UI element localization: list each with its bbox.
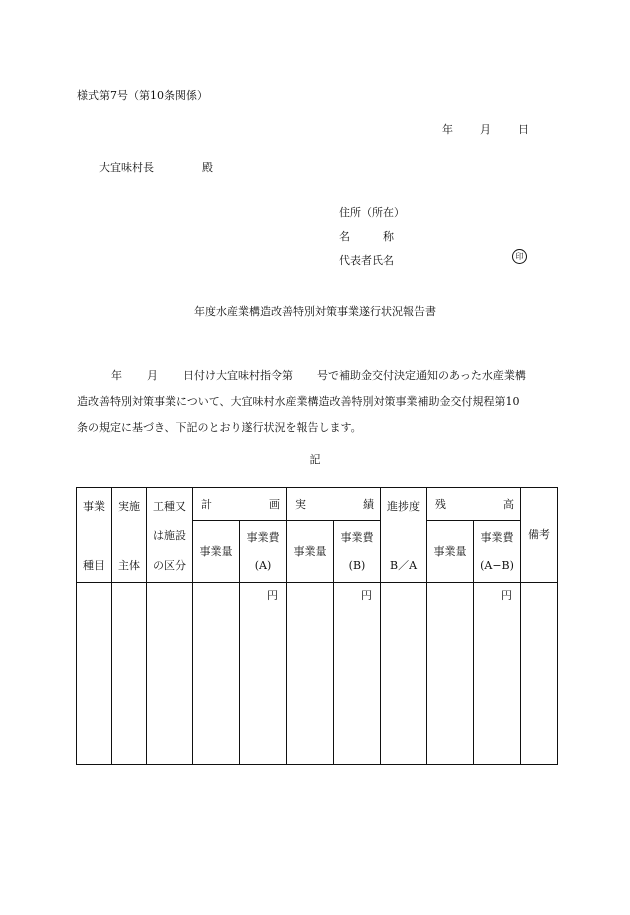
- header-keikaku: [193, 488, 287, 521]
- cell-koshu[interactable]: [147, 583, 193, 765]
- addressee-name: 大宜味村長: [99, 161, 154, 174]
- name-label: [339, 224, 405, 248]
- jisseki-jigyohi-label: 事業費: [340, 530, 374, 544]
- header-jigyo-shumoku: [77, 488, 112, 583]
- header-shinchoku-top: 進捗度: [387, 500, 420, 513]
- date-year: 年: [442, 123, 453, 136]
- header-koshu-3: の区分: [153, 558, 186, 572]
- keikaku-jigyohi-label: 事業費: [246, 530, 280, 544]
- cell-keikaku-ryo[interactable]: [193, 583, 240, 765]
- date-line: [442, 124, 529, 135]
- name-label-first: 名: [339, 229, 350, 243]
- cell-biko[interactable]: [521, 583, 558, 765]
- header-keikaku-1: 計: [201, 498, 212, 511]
- header-jisshi-top: 実施: [118, 500, 140, 513]
- header-shinchoku-bottom: B／A: [389, 558, 418, 572]
- header-jigyo-top: 事業: [83, 500, 105, 513]
- body-paragraph: [77, 363, 557, 441]
- body-year: 年: [111, 369, 122, 382]
- cell-jisseki-hi[interactable]: [334, 583, 381, 765]
- header-jisseki-1: 実: [295, 498, 306, 511]
- cell-jisshi[interactable]: [112, 583, 147, 765]
- report-table: [76, 487, 558, 765]
- header-koshu: [147, 488, 193, 583]
- header-jisseki: [287, 488, 381, 521]
- yen-unit: 円: [267, 589, 278, 602]
- cell-shinchoku[interactable]: [381, 583, 427, 765]
- document-title: 年度水産業構造改善特別対策事業遂行状況報告書: [194, 305, 436, 318]
- body-line-2: 造改善特別対策事業について、大宜味村水産業構造改善特別対策事業補助金交付規程第10: [77, 395, 520, 408]
- body-notice: 号で補助金交付決定通知のあった水産業構: [317, 369, 526, 382]
- addressee-honorific: 殿: [202, 161, 213, 174]
- body-date-ref: 日付け大宜味村指令第: [183, 369, 293, 382]
- representative-label: 代表者氏名: [339, 253, 394, 267]
- yen-unit: 円: [501, 589, 512, 602]
- keikaku-jigyohi: [240, 521, 287, 583]
- ki-heading: 記: [309, 453, 321, 466]
- jisseki-jigyohi: [334, 521, 381, 583]
- body-line-1: [77, 363, 557, 389]
- table-row: [77, 583, 558, 765]
- body-line-3: 条の規定に基づき、下記のとおり遂行状況を報告します。: [77, 421, 362, 434]
- yen-unit: 円: [361, 589, 372, 602]
- form-number: 様式第7号（第10条関係）: [77, 89, 208, 102]
- zandaka-jigyoryo: 事業量: [427, 521, 474, 583]
- cell-jisseki-ryo[interactable]: [287, 583, 334, 765]
- cell-zandaka-ryo[interactable]: [427, 583, 474, 765]
- zandaka-jigyohi-label: 事業費: [480, 530, 514, 544]
- header-zandaka-2: 高: [503, 498, 514, 511]
- header-biko: 備考: [521, 488, 558, 583]
- zandaka-jigyohi-ab: (A−B): [480, 559, 514, 573]
- header-jigyo-bottom: 種目: [83, 558, 105, 572]
- applicant-block: [339, 200, 405, 272]
- cell-zandaka-hi[interactable]: [474, 583, 521, 765]
- cell-keikaku-hi[interactable]: [240, 583, 287, 765]
- name-label-second: 称: [383, 229, 394, 243]
- header-keikaku-2: 画: [269, 498, 280, 511]
- keikaku-jigyoryo: 事業量: [193, 521, 240, 583]
- header-koshu-2: は施設: [153, 529, 186, 543]
- header-koshu-1: 工種又: [153, 500, 186, 513]
- jisseki-jigyohi-b: (B): [348, 559, 366, 573]
- date-day: 日: [518, 123, 529, 136]
- date-month: 月: [480, 123, 491, 136]
- keikaku-jigyohi-a: (A): [254, 559, 272, 573]
- body-month: 月: [147, 369, 158, 382]
- header-jisshi-bottom: 主体: [118, 558, 140, 572]
- address-label: 住所（所在）: [339, 205, 405, 219]
- header-zandaka: [427, 488, 521, 521]
- header-zandaka-1: 残: [435, 498, 446, 511]
- header-shinchoku: [381, 488, 427, 583]
- addressee: [99, 162, 213, 173]
- seal-mark: 印: [512, 249, 527, 264]
- jisseki-jigyoryo: 事業量: [287, 521, 334, 583]
- header-jisseki-2: 績: [363, 498, 374, 511]
- header-jisshi-shutai: [112, 488, 147, 583]
- cell-jigyo[interactable]: [77, 583, 112, 765]
- zandaka-jigyohi: [474, 521, 521, 583]
